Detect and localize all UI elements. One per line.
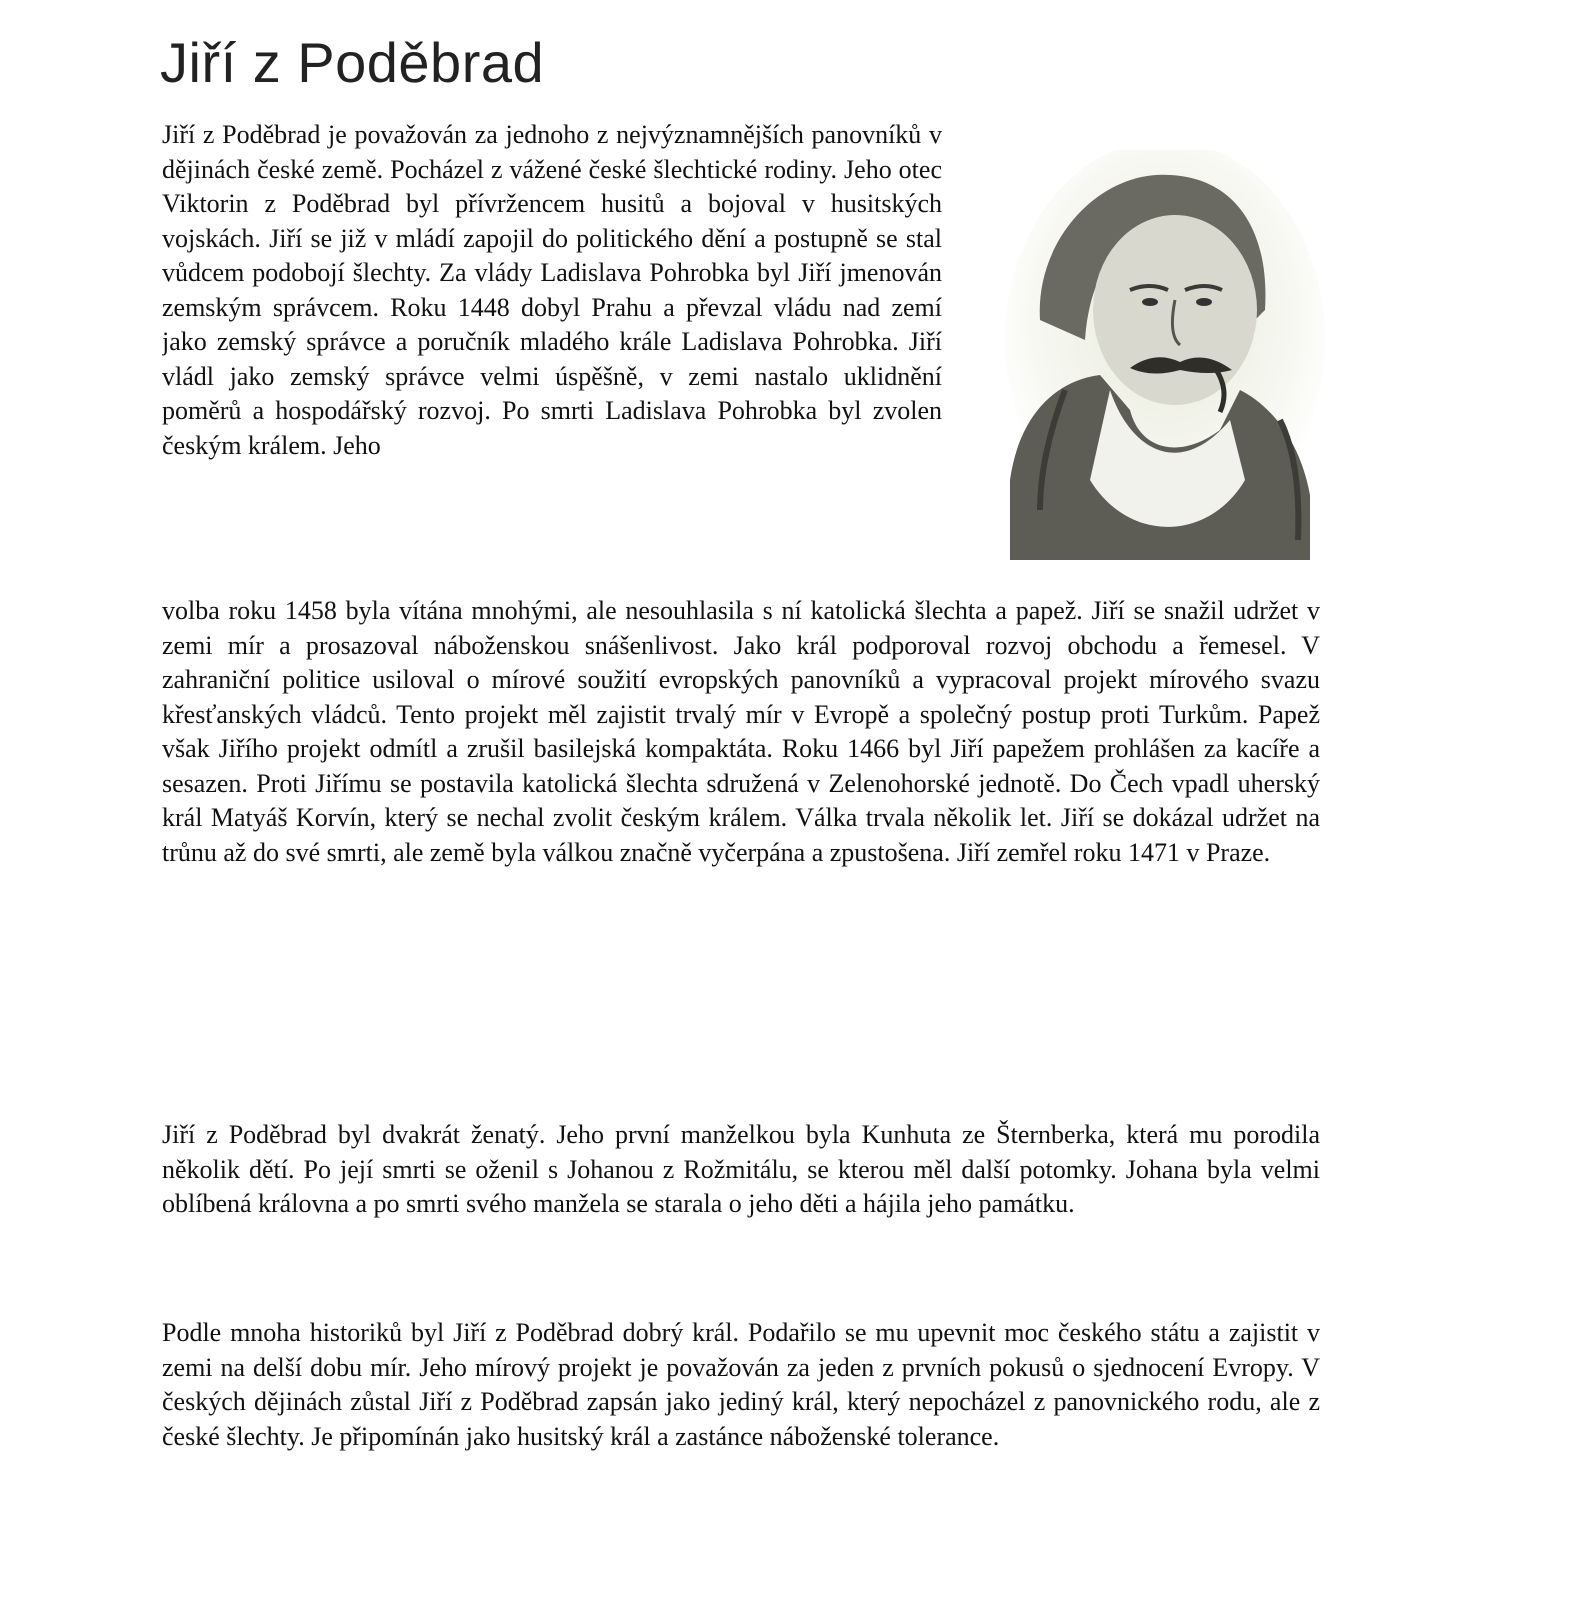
portrait-illustration bbox=[980, 150, 1330, 560]
paragraph-1-lower: volba roku 1458 byla vítána mnohými, ale nesouhlasila s ní katolická šlechta a papež. Jiří se snažil udržet v zemi mír a prosazoval náboženskou snášenlivost. Jako král podporoval rozvoj obchodu a řemesel. V zahraniční politice usiloval o mírové soužití evropských panovníků a vypracoval projekt mírového svazu křesťanských vládců. Tento projekt měl zajistit trvalý mír v Evropě a společný postup proti Turkům. Papež však Jiřího projekt odmítl a zrušil basilejská kompaktáta. Roku 1466 byl Jiří papežem prohlášen za kacíře a sesazen. Proti Jiřímu se postavila katolická šlechta sdružená v Zelenohorské jednotě. Do Čech vpadl uherský král Matyáš Korvín, který se nechal zvolit českým králem. Válka trvala několik let. Jiří se dokázal udržet na trůnu až do své smrti, ale země byla válkou značně vyčerpána a zpustošena. Jiří zemřel roku 1471 v Praze. bbox=[162, 596, 1320, 867]
paragraph-2: Jiří z Poděbrad byl dvakrát ženatý. Jeho první manželkou byla Kunhuta ze Šternberka, která mu porodila několik dětí. Po její smrti se oženil s Johanou z Rožmitálu, se kterou měl další potomky. Johana byla velmi oblíbená královna a po smrti svého manžela se starala o jeho děti a hájila jeho památku. bbox=[162, 1120, 1320, 1218]
page-title: Jiří z Poděbrad bbox=[160, 31, 545, 94]
paragraph-3: Podle mnoha historiků byl Jiří z Poděbrad dobrý král. Podařilo se mu upevnit moc českého státu a zajistit v zemi na delší dobu mír. Jeho mírový projekt je považován za jeden z prvních pokusů o sjednocení Evropy. V českých dějinách zůstal Jiří z Poděbrad zapsán jako jediný král, který nepocházel z panovnického rodu, ale z české šlechty. Je připomínán jako husitský král a zastánce náboženské tolerance. bbox=[162, 1318, 1320, 1451]
paragraph-1-upper: Jiří z Poděbrad je považován za jednoho z nejvýznamnějších panovníků v dějinách české země. Pocházel z vážené české šlechtické rodiny. Jeho otec Viktorin z Poděbrad byl přívržencem husitů a bojoval v husitských vojskách. Jiří se již v mládí zapojil do politického dění a postupně se stal vůdcem podobojí šlechty. Za vlády Ladislava Pohrobka byl Jiří jmenován zemským správcem. Roku 1448 dobyl Prahu a převzal vládu nad zemí jako zemský správce a poručník mladého krále Ladislava Pohrobka. Jiří vládl jako zemský správce velmi úspěšně, v zemi nastalo uklidnění poměrů a hospodářský rozvoj. Po smrti Ladislava Pohrobka byl zvolen českým králem. Jeho bbox=[162, 120, 942, 460]
